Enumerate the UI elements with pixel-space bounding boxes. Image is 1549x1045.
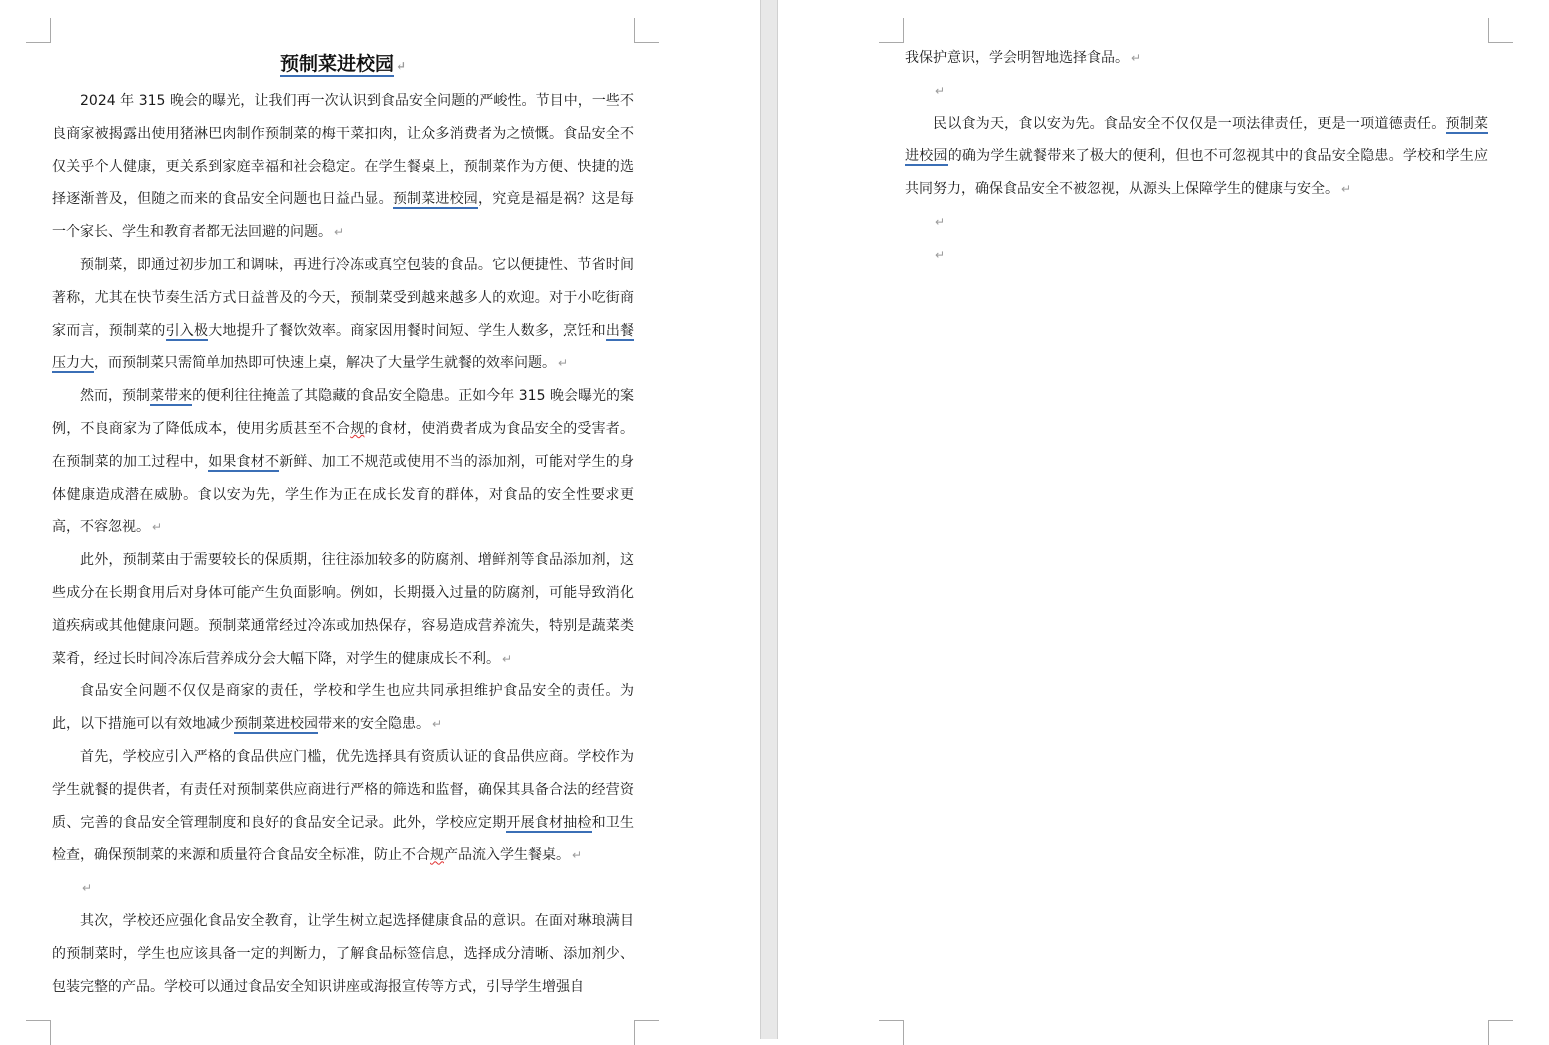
document-title[interactable] [52, 50, 634, 80]
paragraph-4[interactable] [52, 544, 634, 675]
text-run: 和卫生检查，确保预制菜的来源和质量符合食品安全标准，防止不合 [52, 814, 635, 864]
crop-mark-top-left [879, 18, 904, 43]
crop-mark-bottom-left [879, 1020, 904, 1045]
text-run: 产品流入学生餐桌。 [444, 847, 570, 864]
spellcheck-flag[interactable]: 规 [350, 420, 365, 437]
text-run: 民以食为天，食以安为先。食品安全不仅仅是一项法律责任，更是一项道德责任。 [933, 115, 1446, 132]
crop-mark-top-right [634, 18, 659, 43]
hyperlink-phrase[interactable]: 菜带来 [150, 388, 193, 405]
paragraph-continued[interactable] [905, 42, 1488, 75]
text-run: 其次，学校还应强化食品安全教育，让学生树立起选择健康食品的意识。在面对琳琅满目的预制菜时，学生也应该具备一定的判断力，了解食品标签信息，选择成分清晰、添加剂少、包装完整的产品。学校可以通过食品安全知识讲座或海报宣传等方式，引导学生增强自 [52, 912, 634, 995]
page-gutter [760, 0, 778, 1039]
paragraph-mark: ↵ [152, 520, 163, 535]
paragraph-mark: ↵ [432, 717, 443, 732]
paragraph-mark: ↵ [334, 225, 345, 240]
paragraph-mark: ↵ [82, 881, 93, 896]
hyperlink-phrase[interactable]: 出餐压力大 [52, 322, 635, 372]
hyperlink-phrase[interactable]: 预制菜进校园 [905, 115, 1489, 165]
text-run: 的食材，使消费者成为食品安全的受害者。在预制菜的加工过程中， [52, 420, 635, 470]
paragraph-5[interactable] [52, 675, 634, 741]
paragraph-conclusion[interactable] [905, 108, 1488, 206]
text-run: 大地提升了餐饮效率。商家因用餐时间短、学生人数多，烹饪和 [208, 322, 606, 339]
hyperlink-phrase[interactable]: 预制菜进校园 [392, 191, 479, 208]
paragraph-mark: ↵ [502, 651, 513, 666]
paragraph-mark: ↵ [935, 83, 946, 98]
empty-paragraph[interactable] [905, 206, 1488, 239]
text-run: 此外，预制菜由于需要较长的保质期，往往添加较多的防腐剂、增鲜剂等食品添加剂，这些成分在长期食用后对身体可能产生负面影响。例如，长期摄入过量的防腐剂，可能导致消化道疾病或其他健康问题。预制菜通常经过冷冻或加热保存，容易造成营养流失，特别是蔬菜类菜肴，经过长时间冷冻后营养成分会大幅下降，对学生的健康成长不利。 [52, 552, 634, 667]
paragraph-mark: ↵ [935, 247, 946, 262]
paragraph-mark: ↵ [935, 214, 946, 229]
text-run: 的确为学生就餐带来了极大的便利，但也不可忽视其中的食品安全隐患。学校和学生应共同努力，确保食品安全不被忽视，从源头上保障学生的健康与安全。 [905, 148, 1489, 198]
text-run: 食品安全问题不仅仅是商家的责任，学校和学生也应共同承担维护食品安全的责任。为此，以下措施可以有效地减少 [52, 683, 634, 733]
paragraph-7[interactable] [52, 905, 634, 1003]
paragraph-2[interactable] [52, 249, 634, 380]
text-run: 2024 年 315 晚会的曝光，让我们再一次认识到食品安全问题的严峻性。节目中，一些不良商家被揭露出使用猪淋巴肉制作预制菜的梅干菜扣肉，让众多消费者为之愤慨。食品安全不仅关乎个人健康，更关系到家庭幸福和社会稳定。在学生餐桌上，预制菜作为方便、快捷的选择逐渐普及，但随之而来的食品安全问题也日益凸显。 [52, 93, 634, 208]
crop-mark-top-left [26, 18, 51, 43]
text-run: 我保护意识，学会明智地选择食品。 [905, 50, 1129, 66]
spellcheck-flag[interactable]: 规 [430, 847, 444, 864]
crop-mark-bottom-right [634, 1020, 659, 1045]
text-run: 新鲜、加工不规范或使用不当的添加剂，可能对学生的身体健康造成潜在威胁。食以安为先，学生作为正在成长发育的群体，对食品的安全性要求更高，不容忽视。 [52, 453, 635, 536]
paragraph-mark: ↵ [395, 59, 407, 73]
hyperlink-phrase[interactable]: 如果食材不 [208, 453, 280, 470]
paragraph-mark: ↵ [558, 356, 569, 371]
text-run: 的便利往往掩盖了其隐藏的食品安全隐患。正如今年 315 晚会曝光的案例，不良商家为了降低成本，使用劣质甚至不合 [52, 388, 635, 437]
text-run: 然而，预制 [80, 388, 151, 405]
paragraph-1[interactable] [52, 85, 634, 249]
hyperlink-phrase[interactable]: 引入极 [165, 322, 209, 339]
paragraph-3[interactable] [52, 380, 634, 544]
empty-paragraph[interactable] [905, 239, 1488, 272]
document-body-right[interactable] [905, 42, 1488, 272]
hyperlink-phrase[interactable]: 开展食材抽检 [506, 814, 592, 831]
title-text: 预制菜进校园 [279, 53, 394, 75]
empty-paragraph[interactable] [52, 872, 634, 905]
crop-mark-top-right [1488, 18, 1513, 43]
crop-mark-bottom-right [1488, 1020, 1513, 1045]
text-run: ，究竟是福是祸？这是每一个家长、学生和教育者都无法回避的问题。 [52, 191, 635, 241]
paragraph-mark: ↵ [572, 848, 583, 863]
text-run: 预制菜，即通过初步加工和调味，再进行冷冻或真空包装的食品。它以便捷性、节省时间著称，尤其在快节奏生活方式日益普及的今天，预制菜受到越来越多人的欢迎。对于小吃街商家而言，预制菜的 [52, 256, 634, 339]
text-run: 带来的安全隐患。 [318, 716, 430, 733]
hyperlink-phrase[interactable]: 预制菜进校园 [234, 716, 318, 733]
empty-paragraph[interactable] [905, 75, 1488, 108]
text-run: 首先，学校应引入严格的食品供应门槛，优先选择具有资质认证的食品供应商。学校作为学生就餐的提供者，有责任对预制菜供应商进行严格的筛选和监督，确保其具备合法的经营资质、完善的食品安全管理制度和良好的食品安全记录。此外，学校应定期 [52, 748, 634, 831]
document-page-left [0, 0, 760, 1039]
paragraph-mark: ↵ [1341, 182, 1352, 197]
document-body-left[interactable] [52, 85, 634, 1003]
paragraph-6[interactable] [52, 741, 634, 872]
crop-mark-bottom-left [26, 1020, 51, 1045]
text-run: ，而预制菜只需简单加热即可快速上桌，解决了大量学生就餐的效率问题。 [94, 355, 556, 372]
paragraph-mark: ↵ [1131, 51, 1142, 65]
document-page-right [778, 0, 1549, 1039]
